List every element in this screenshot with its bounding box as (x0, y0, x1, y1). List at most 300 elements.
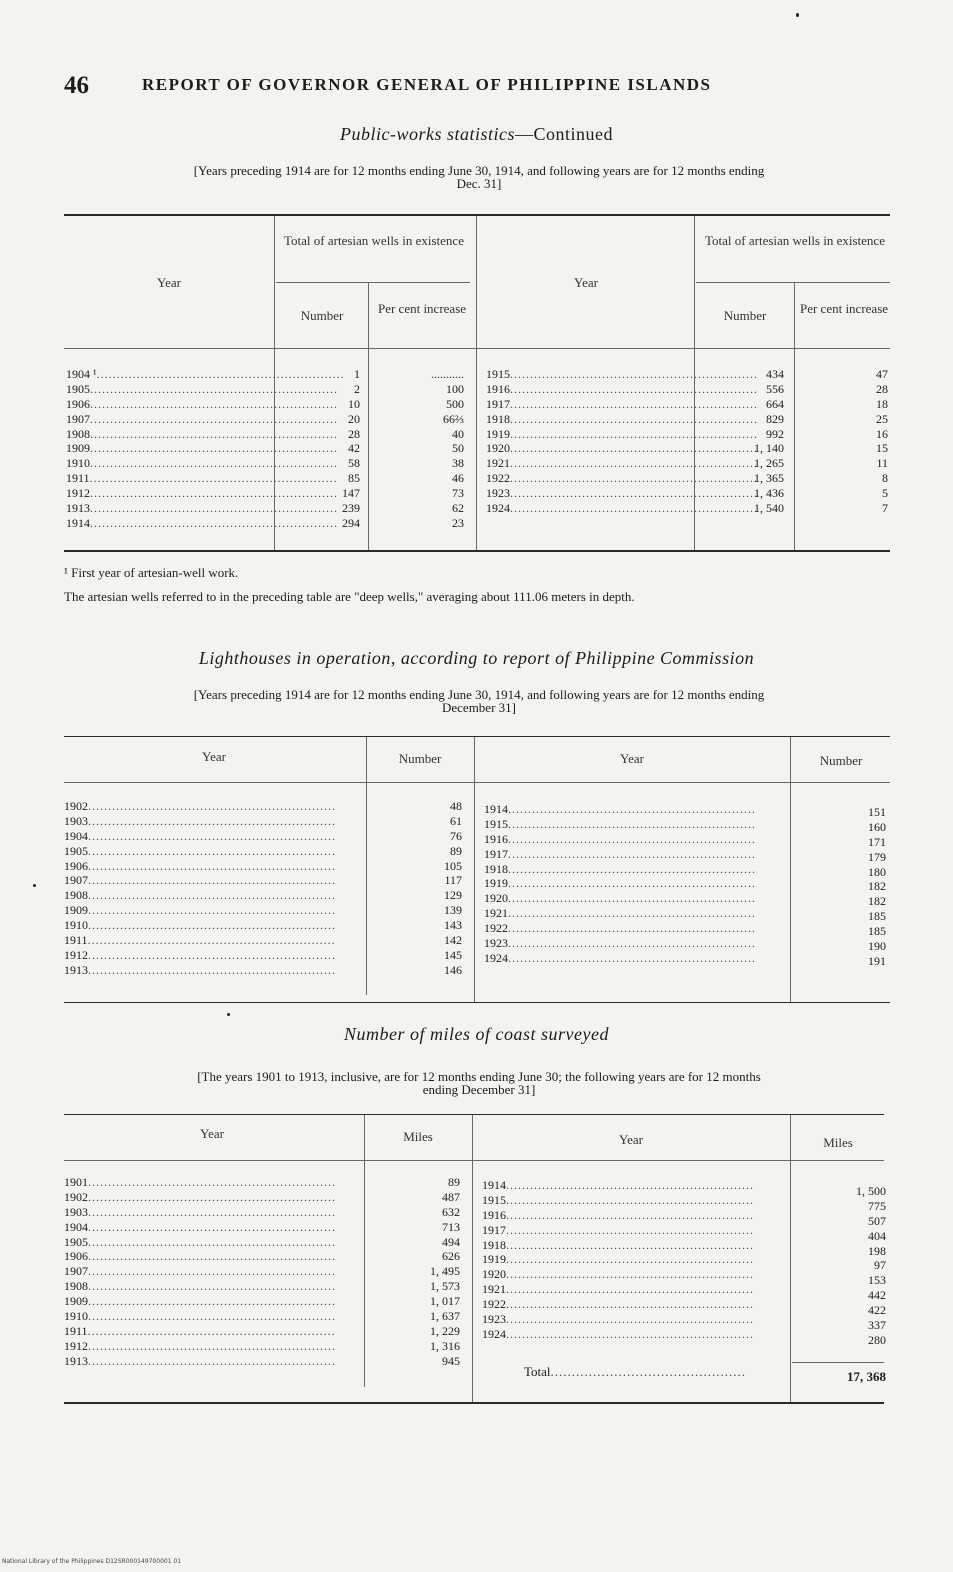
wells-paragraph: The artesian wells referred to in the preceding table are "deep wells," averaging about 111.06 meters in depth. (64, 589, 635, 604)
leader-dots: .............................................................. (88, 799, 336, 813)
year-cell: 1917 (482, 1222, 506, 1237)
percent-cell: 25 (876, 411, 888, 426)
year-cell: 1917 (486, 396, 510, 411)
percent-cell: 15 (876, 441, 888, 456)
table-row-year (64, 1235, 360, 1250)
table-row-year (482, 1208, 786, 1223)
number-cell: 147 (342, 486, 360, 501)
year-cell: 1911 (64, 933, 88, 948)
year-cell: 1916 (486, 381, 510, 396)
year-cell: 1903 (64, 813, 88, 828)
year-cell: 1914 (482, 1178, 506, 1192)
value-cell: 48 (450, 799, 462, 813)
year-cell: 1910 (64, 918, 88, 933)
table-row-year (486, 367, 758, 382)
table-row-year (64, 933, 364, 948)
table-row-year (64, 1190, 360, 1205)
coast-note (64, 1070, 894, 1096)
table-row-year (484, 921, 786, 936)
table-row-year (64, 844, 364, 859)
leader-dots: .............................................................. (96, 367, 345, 381)
value-cell: 182 (868, 879, 886, 894)
table-row-year (482, 1327, 786, 1342)
table-row-year (482, 1252, 786, 1267)
number-cell: 1, 540 (754, 501, 784, 516)
percent-cell: 50 (452, 441, 464, 456)
public-works-title-italic: Public-works statistics (340, 124, 515, 144)
leader-dots: .............................................................. (88, 1234, 336, 1249)
table-row-year (66, 411, 338, 427)
leader-dots: .............................................................. (88, 858, 336, 873)
number-cell: 294 (342, 515, 360, 530)
percent-cell: 18 (876, 396, 888, 411)
value-cell: 1, 017 (430, 1294, 460, 1309)
table-row-year (482, 1282, 786, 1297)
leader-dots: .............................................................. (508, 861, 756, 876)
table-row-year (484, 832, 786, 847)
coast-total-label: Total (524, 1364, 551, 1379)
leader-dots: .............................................................. (88, 1294, 336, 1309)
leader-dots: .............................................................. (508, 802, 756, 816)
leader-dots: .............................................................. (510, 486, 758, 501)
value-cell: 487 (442, 1189, 460, 1204)
table-row-year (64, 1324, 360, 1339)
value-cell: 1, 495 (430, 1264, 460, 1279)
table-row-year (484, 817, 786, 832)
leader-dots: .............................................................. (508, 891, 756, 906)
number-cell: 1, 436 (754, 486, 784, 501)
table-row-year (66, 456, 338, 471)
year-cell: 1908 (66, 426, 90, 441)
table-row-year (484, 951, 786, 966)
public-works-title-suffix: —Continued (515, 124, 613, 144)
value-cell: 494 (442, 1234, 460, 1249)
table-row-year (64, 1220, 360, 1235)
year-cell: 1902 (64, 1189, 88, 1204)
leader-dots: .............................................................. (88, 813, 336, 828)
year-cell: 1918 (482, 1237, 506, 1252)
leader-dots: .............................................................. (90, 381, 338, 396)
percent-cell: 66⅔ (443, 411, 464, 426)
year-cell: 1906 (66, 396, 90, 411)
scan-speck (33, 884, 36, 887)
year-cell: 1913 (64, 962, 88, 977)
lighthouses-header-number-left: Number (398, 751, 442, 766)
year-cell: 1914 (484, 802, 508, 816)
coast-header-miles-left: Miles (403, 1129, 433, 1144)
leader-dots: .............................................................. (88, 1309, 336, 1324)
leader-dots: .............................................................. (510, 411, 758, 426)
year-cell: 1908 (64, 1279, 88, 1294)
year-cell: 1915 (486, 367, 510, 381)
year-cell: 1903 (64, 1204, 88, 1219)
year-cell: 1920 (486, 441, 510, 456)
table-row-year (484, 847, 786, 862)
leader-dots: .............................................................. (88, 1338, 336, 1353)
leader-dots: .............................................................. (88, 1204, 336, 1219)
year-cell: 1922 (484, 921, 508, 936)
wells-header-percent-left: Per cent increase (377, 301, 467, 316)
value-cell: 1, 229 (430, 1323, 460, 1338)
leader-dots: .............................................................. (88, 888, 336, 903)
table-row-year (482, 1193, 786, 1208)
table-row-year (486, 441, 758, 456)
year-cell: 1919 (486, 426, 510, 441)
table-row-year (64, 918, 364, 933)
leader-dots: .............................................................. (506, 1282, 754, 1297)
leader-dots: .............................................................. (89, 471, 338, 486)
year-cell: 1912 (64, 947, 88, 962)
wells-header-year-right: Year (574, 275, 598, 290)
year-cell: 1913 (66, 501, 90, 516)
year-cell: 1904 ¹ (66, 367, 97, 381)
percent-cell: 28 (876, 381, 888, 396)
leader-dots: .............................................................. (87, 1323, 336, 1338)
table-row-year (64, 1294, 360, 1309)
year-cell: 1901 (64, 1175, 88, 1189)
value-cell: 185 (868, 924, 886, 939)
value-cell: 76 (450, 828, 462, 843)
table-row-year (66, 367, 345, 382)
year-cell: 1917 (484, 846, 508, 861)
value-cell: 337 (868, 1318, 886, 1333)
table-row-year (482, 1267, 786, 1282)
value-cell: 182 (868, 894, 886, 909)
year-cell: 1904 (64, 1219, 88, 1234)
year-cell: 1906 (64, 1249, 88, 1264)
leader-dots: .............................................................. (90, 486, 338, 501)
table-row-year (486, 456, 758, 471)
leader-dots: .............................................................. (88, 903, 336, 918)
leader-dots: .............................................................. (88, 962, 336, 977)
leader-dots: .............................................................. (88, 1175, 336, 1189)
year-cell: 1907 (66, 411, 90, 426)
leader-dots: .............................................................. (508, 936, 756, 951)
table-row-year (484, 906, 786, 921)
value-cell: 198 (868, 1243, 886, 1258)
leader-dots: .............................................................. (510, 441, 758, 456)
scan-speck (227, 1013, 230, 1016)
year-cell: 1910 (64, 1309, 88, 1324)
year-cell: 1907 (64, 1264, 88, 1279)
table-row-year (482, 1178, 786, 1193)
table-row-year (486, 396, 758, 412)
leader-dots: .............................................................. (90, 456, 338, 471)
table-row-year (486, 381, 758, 397)
year-cell: 1918 (484, 861, 508, 876)
public-works-title (0, 124, 953, 145)
value-cell: 139 (444, 903, 462, 918)
percent-cell: 23 (452, 515, 464, 530)
percent-cell: ........... (431, 367, 464, 381)
year-cell: 1916 (482, 1207, 506, 1222)
year-cell: 1911 (64, 1323, 88, 1338)
coast-note-line1: [The years 1901 to 1913, inclusive, are for 12 months ending June 30; the following years are for 12 months (197, 1069, 761, 1084)
year-cell: 1923 (482, 1312, 506, 1327)
running-header: REPORT OF GOVERNOR GENERAL OF PHILIPPINE ISLANDS (142, 75, 712, 94)
year-cell: 1915 (484, 816, 508, 831)
year-cell: 1921 (484, 906, 508, 921)
table-row-year (64, 948, 364, 963)
table-row-year (486, 471, 758, 486)
table-row-year (64, 1339, 360, 1354)
coast-header-year-left: Year (200, 1126, 224, 1141)
table-row-year (66, 426, 338, 442)
public-works-note-line1: [Years preceding 1914 are for 12 months ending June 30, 1914, and following years are for 12 months ending (193, 163, 765, 178)
leader-dots: .............................................................. (87, 933, 336, 948)
coast-note-line2: ending December 31] (422, 1082, 536, 1097)
percent-cell: 46 (452, 471, 464, 486)
table-row-year (64, 903, 364, 918)
number-cell: 992 (766, 426, 784, 441)
year-cell: 1924 (486, 501, 510, 516)
number-cell: 1, 140 (754, 441, 784, 456)
leader-dots: .............................................................. (88, 1264, 336, 1279)
leader-dots: .............................................................. (510, 381, 758, 396)
leader-dots: .............................................................. (506, 1222, 754, 1237)
year-cell: 1909 (64, 1294, 88, 1309)
table-row-year (482, 1312, 786, 1327)
percent-cell: 11 (876, 456, 888, 471)
year-cell: 1904 (64, 828, 88, 843)
table-row-year (486, 411, 758, 427)
value-cell: 89 (450, 843, 462, 858)
value-cell: 171 (868, 834, 886, 849)
leader-dots: .............................................................. (506, 1237, 754, 1252)
table-row-year (482, 1223, 786, 1238)
value-cell: 442 (868, 1288, 886, 1303)
table-row-year (64, 1279, 360, 1294)
year-cell: 1905 (64, 1234, 88, 1249)
table-row-year (64, 814, 364, 829)
percent-cell: 100 (446, 381, 464, 396)
number-cell: 1, 365 (754, 471, 784, 486)
percent-cell: 47 (876, 367, 888, 381)
year-cell: 1920 (482, 1267, 506, 1282)
number-cell: 85 (348, 471, 360, 486)
leader-dots: .............................................................. (508, 950, 756, 965)
year-cell: 1921 (482, 1282, 506, 1297)
number-cell: 2 (354, 381, 360, 396)
table-row-year (64, 1175, 360, 1190)
year-cell: 1905 (64, 843, 88, 858)
coast-total-row: Total .............................................. (524, 1364, 747, 1379)
year-cell: 1907 (64, 873, 88, 888)
wells-header-group-right: Total of artesian wells in existence (705, 233, 885, 248)
year-cell: 1924 (484, 950, 508, 965)
leader-dots: .............................................................. (88, 1189, 336, 1204)
value-cell: 117 (444, 873, 462, 888)
number-cell: 10 (348, 396, 360, 411)
table-row-year (66, 471, 338, 486)
value-cell: 1, 316 (430, 1338, 460, 1353)
lighthouses-note-line2: December 31] (442, 700, 516, 715)
number-cell: 556 (766, 381, 784, 396)
lighthouses-header-year-right: Year (620, 751, 644, 766)
lighthouses-header-year-left: Year (202, 749, 226, 764)
number-cell: 1 (354, 367, 360, 381)
table-row-year (64, 1354, 360, 1369)
wells-header-percent-right: Per cent increase (799, 301, 889, 316)
value-cell: 180 (868, 864, 886, 879)
value-cell: 145 (444, 947, 462, 962)
table-row-year (64, 963, 364, 978)
table-row-year (484, 891, 786, 906)
year-cell: 1909 (66, 441, 90, 456)
coast-title: Number of miles of coast surveyed (344, 1024, 609, 1044)
table-row-year (486, 501, 758, 516)
value-cell: 191 (868, 953, 886, 968)
year-cell: 1923 (484, 936, 508, 951)
year-cell: 1922 (486, 471, 510, 486)
leader-dots: .............................................................. (506, 1207, 754, 1222)
table-row-year (64, 829, 364, 844)
table-row-year (64, 1205, 360, 1220)
number-cell: 58 (348, 456, 360, 471)
number-cell: 28 (348, 426, 360, 441)
leader-dots: .............................................................. (90, 441, 338, 456)
value-cell: 179 (868, 849, 886, 864)
leader-dots: .............................................................. (90, 411, 338, 426)
table-row-year (64, 1249, 360, 1264)
leader-dots: .............................................................. (506, 1312, 754, 1327)
leader-dots: .............................................................. (508, 831, 756, 846)
leader-dots: .............................................................. (88, 1353, 336, 1368)
leader-dots: .............................................................. (508, 921, 756, 936)
percent-cell: 5 (882, 486, 888, 501)
leader-dots: .............................................................. (88, 1279, 336, 1294)
leader-dots: .............................................................. (88, 947, 336, 962)
page-number: 46 (64, 72, 89, 99)
table-row-year (66, 381, 338, 397)
value-cell: 105 (444, 858, 462, 873)
value-cell: 61 (450, 813, 462, 828)
table-row-year (64, 888, 364, 903)
value-cell: 713 (442, 1219, 460, 1234)
value-cell: 190 (868, 939, 886, 954)
leader-dots: .............................................................. (506, 1192, 754, 1207)
scan-speck (796, 13, 799, 17)
lighthouses-title: Lighthouses in operation, according to report of Philippine Commission (198, 648, 755, 668)
year-cell: 1906 (64, 858, 88, 873)
public-works-note-line2: Dec. 31] (456, 176, 502, 191)
lighthouses-note (64, 688, 894, 714)
leader-dots: .............................................................. (510, 471, 758, 486)
year-cell: 1914 (66, 515, 90, 530)
value-cell: 422 (868, 1303, 886, 1318)
year-cell: 1918 (486, 411, 510, 426)
leader-dots: .............................................................. (88, 918, 336, 933)
leader-dots: .............................................................. (510, 501, 758, 516)
value-cell: 507 (868, 1213, 886, 1228)
leader-dots: .............................................................. (510, 456, 758, 471)
year-cell: 1909 (64, 903, 88, 918)
value-cell: 153 (868, 1273, 886, 1288)
leader-dots: .............................................................. (510, 426, 758, 441)
table-row-year (482, 1238, 786, 1253)
table-row-year (484, 802, 786, 817)
value-cell: 89 (448, 1175, 460, 1189)
number-cell: 1, 265 (754, 456, 784, 471)
table-row-year (66, 396, 338, 412)
leader-dots: .............................................................. (508, 846, 756, 861)
year-cell: 1910 (66, 456, 90, 471)
table-row-year (64, 1264, 360, 1279)
leader-dots: .............................................................. (90, 396, 338, 411)
value-cell: 1, 500 (856, 1184, 886, 1198)
leader-dots: .............................................................. (510, 367, 758, 381)
leader-dots: .............................................................. (90, 426, 338, 441)
table-row-year (66, 486, 338, 501)
table-row-year (486, 426, 758, 442)
value-cell: 404 (868, 1228, 886, 1243)
year-cell: 1919 (484, 876, 508, 891)
leader-dots: .............................................................. (88, 1249, 336, 1264)
table-row-year (484, 862, 786, 877)
leader-dots: .............................................................. (88, 843, 336, 858)
number-cell: 664 (766, 396, 784, 411)
value-cell: 775 (868, 1198, 886, 1213)
leader-dots: .............................................................. (508, 816, 756, 831)
year-cell: 1915 (482, 1192, 506, 1207)
table-row-year (64, 799, 364, 814)
year-cell: 1924 (482, 1326, 506, 1341)
wells-header-group-left: Total of artesian wells in existence (284, 233, 464, 248)
leader-dots: .............................................................. (88, 828, 336, 843)
value-cell: 1, 573 (430, 1279, 460, 1294)
value-cell: 1, 637 (430, 1309, 460, 1324)
table-row-year (66, 501, 338, 516)
wells-header-number-left: Number (300, 308, 344, 323)
lighthouses-header-number-right: Number (819, 753, 863, 768)
year-cell: 1916 (484, 831, 508, 846)
leader-dots: .............................................................. (508, 876, 756, 891)
table-row-year (64, 873, 364, 888)
value-cell: 142 (444, 933, 462, 948)
number-cell: 20 (348, 411, 360, 426)
coast-total-value: 17, 368 (847, 1369, 886, 1384)
value-cell: 143 (444, 918, 462, 933)
percent-cell: 73 (452, 486, 464, 501)
leader-dots: .............................................................. (90, 501, 338, 516)
value-cell: 280 (868, 1332, 886, 1347)
percent-cell: 7 (882, 501, 888, 516)
year-cell: 1920 (484, 891, 508, 906)
leader-dots: .............................................................. (510, 396, 758, 411)
leader-dots: .............................................................. (506, 1267, 754, 1282)
percent-cell: 16 (876, 426, 888, 441)
year-cell: 1921 (486, 456, 510, 471)
percent-cell: 500 (446, 396, 464, 411)
value-cell: 97 (874, 1258, 886, 1273)
year-cell: 1919 (482, 1252, 506, 1267)
number-cell: 829 (766, 411, 784, 426)
year-cell: 1902 (64, 799, 88, 813)
value-cell: 632 (442, 1204, 460, 1219)
year-cell: 1913 (64, 1353, 88, 1368)
number-cell: 434 (766, 367, 784, 381)
value-cell: 626 (442, 1249, 460, 1264)
coast-header-miles-right: Miles (823, 1135, 853, 1150)
percent-cell: 40 (452, 426, 464, 441)
table-row-year (64, 1309, 360, 1324)
year-cell: 1922 (482, 1297, 506, 1312)
wells-footnote: ¹ First year of artesian-well work. (64, 565, 239, 580)
year-cell: 1912 (64, 1338, 88, 1353)
percent-cell: 8 (882, 471, 888, 486)
table-row-year (484, 876, 786, 891)
leader-dots: .............................................................. (506, 1178, 754, 1192)
